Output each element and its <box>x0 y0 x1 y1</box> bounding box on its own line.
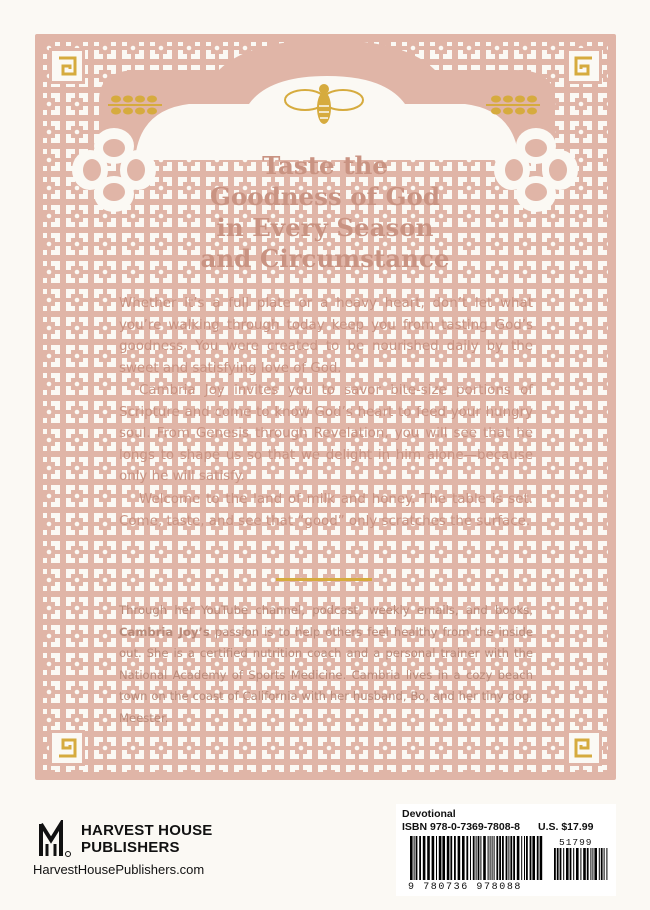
publisher-url: HarvestHousePublishers.com <box>33 862 205 877</box>
title-line: and Circumstance <box>200 244 450 273</box>
barcode-bar <box>427 836 430 880</box>
barcode-bar <box>450 836 452 880</box>
barcode-bar <box>526 836 528 880</box>
barcode-bar <box>506 836 508 880</box>
barcode-main-number: 9 780736 978088 <box>408 882 523 893</box>
barcode-bar <box>580 848 581 880</box>
leaf-sprig-icon <box>482 90 544 120</box>
barcode-bar <box>442 836 445 880</box>
bio-text: Through her YouTube channel, podcast, weekly emails, and books, <box>119 603 533 617</box>
barcode-bar <box>530 836 532 880</box>
barcode-bar <box>494 836 495 880</box>
barcode-bar <box>490 836 491 880</box>
barcode-bar <box>540 836 543 880</box>
barcode-bar <box>524 836 525 880</box>
barcode-bar <box>480 836 481 880</box>
barcode-bar <box>458 836 461 880</box>
barcode-bar <box>601 848 603 880</box>
barcode-bar <box>573 848 574 880</box>
title-line: Goodness of God <box>209 182 441 211</box>
divider-rule <box>276 578 372 581</box>
barcode-bar <box>604 848 605 880</box>
barcode-bar <box>537 836 539 880</box>
barcode-bar <box>576 848 579 880</box>
bee-icon <box>283 78 365 132</box>
barcode-bar <box>513 836 515 880</box>
barcode-block <box>396 804 616 896</box>
barcode-bar <box>560 848 562 880</box>
barcode-bar <box>563 848 564 880</box>
barcode-bar <box>470 836 471 880</box>
title-line: in Every Season <box>216 213 434 242</box>
barcode-bar <box>454 836 456 880</box>
barcode-bar <box>419 836 421 880</box>
barcode-category: Devotional <box>402 808 456 820</box>
barcode-bar <box>483 836 486 880</box>
publisher-name-line: HARVEST HOUSE <box>81 822 213 839</box>
barcode-bar <box>570 848 572 880</box>
barcode-bar <box>432 836 435 880</box>
barcode-addon-number: 51799 <box>559 837 593 848</box>
barcode-bar <box>423 836 426 880</box>
barcode-bar <box>587 848 589 880</box>
barcode-bar <box>462 836 465 880</box>
barcode-bar <box>473 836 475 880</box>
barcode-bar <box>414 836 415 880</box>
barcode-bar <box>521 836 522 880</box>
barcode-bar <box>502 836 504 880</box>
barcode-bar <box>583 848 586 880</box>
publisher-name <box>81 822 213 856</box>
spiral-tile-icon <box>566 730 602 766</box>
barcode-bar <box>517 836 520 880</box>
barcode-bar <box>510 836 512 880</box>
barcode-price: U.S. $17.99 <box>538 821 594 833</box>
author-name: Cambria Joy’s <box>119 624 210 639</box>
title-line: Taste the <box>262 151 388 180</box>
barcode-bar <box>416 836 418 880</box>
spiral-tile-icon <box>49 48 85 84</box>
publisher-name-line: PUBLISHERS <box>81 839 180 856</box>
barcode-bar <box>557 848 559 880</box>
barcode-bar <box>566 848 569 880</box>
barcode-bar <box>599 848 600 880</box>
barcode-bar <box>508 836 509 880</box>
barcode-isbn: ISBN 978-0-7369-7808-8 <box>402 821 520 833</box>
barcode-bar <box>592 848 593 880</box>
barcode-bar <box>478 836 480 880</box>
bio-text: passion is to help others feel healthy from the inside out. She is a certified nutrition coach and a personal trainer with the National Academy of Sports Medicine. Cambria lives in a cozy beach town on the coast of California with her husband, Bo, and her tiny dog, Meester. <box>119 624 533 725</box>
description-paragraph: Whether it’s a full plate or a heavy heart, don’t let what you’re walking through today keep you from tasting God’s goodness. You were created to be nourished daily by the sweet and satisfying love of God. <box>119 296 533 376</box>
description-paragraph: Welcome to the land of milk and honey. The table is set. Come, taste, and see that “good” only scratches the surface. <box>119 492 533 529</box>
description-paragraph: Cambria Joy invites you to savor bite-size portions of Scripture and come to know God’s heart to feed your hungry soul. From Genesis through Revelation, you will see that he longs to shape us so that we delight in him alone—because only he will satisfy. <box>119 383 533 484</box>
barcode-bar <box>436 836 437 880</box>
leaf-sprig-icon <box>104 90 166 120</box>
publisher-block <box>33 818 273 878</box>
barcode-bar <box>590 848 591 880</box>
barcode-bar <box>496 836 498 880</box>
barcode-bar <box>488 836 489 880</box>
barcode-bar <box>499 836 501 880</box>
barcode-bar <box>492 836 493 880</box>
barcode-bar <box>476 836 477 880</box>
publisher-logo-icon <box>37 820 73 860</box>
barcode-bar <box>594 848 597 880</box>
spiral-tile-icon <box>566 48 602 84</box>
cover-title <box>120 150 530 274</box>
barcode-bar <box>439 836 442 880</box>
spiral-tile-icon <box>49 730 85 766</box>
barcode-bar <box>466 836 468 880</box>
barcode-bar <box>606 848 607 880</box>
barcode-bar <box>532 836 535 880</box>
barcode-bar <box>554 848 556 880</box>
author-bio <box>119 600 533 729</box>
barcode-bar <box>410 836 413 880</box>
barcode-bar <box>447 836 450 880</box>
